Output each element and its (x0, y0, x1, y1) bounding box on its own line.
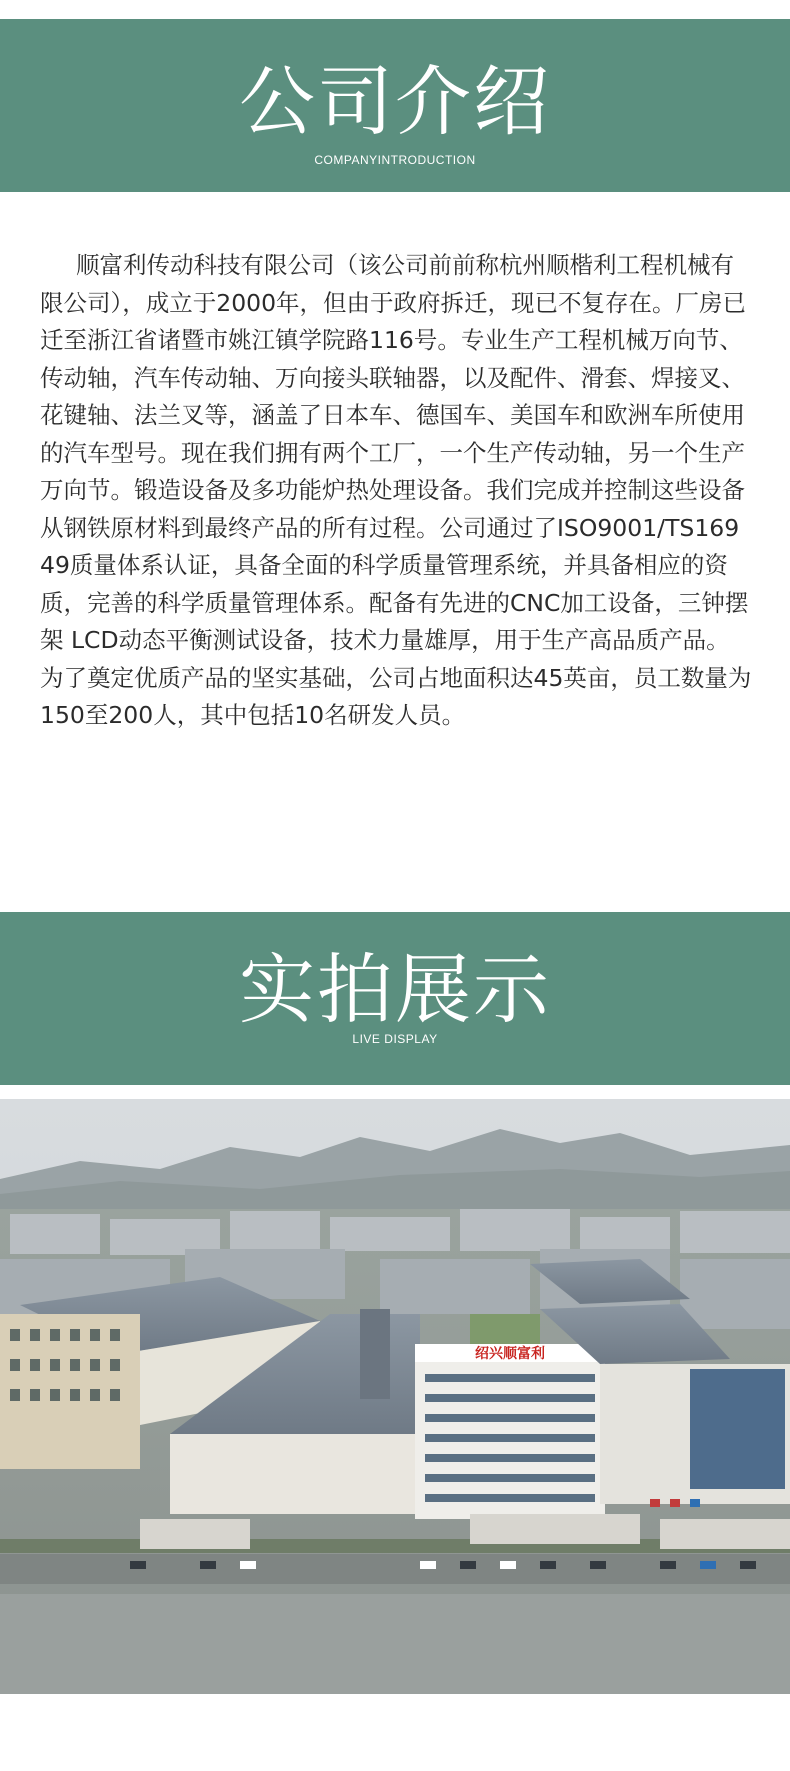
live-display-title: 实拍展示 (239, 945, 551, 1034)
company-intro-banner (0, 19, 790, 192)
company-intro-title: 公司介绍 (239, 57, 551, 146)
company-intro-paragraph: 顺富利传动科技有限公司（该公司前前称杭州顺楷利工程机械有限公司），成立于2000年，但由于政府拆迁，现已不复存在。厂房已迁至浙江省诸暨市姚江镇学院路116号。专业生产工程机械万向节、传动轴，汽车传动轴、万向接头联轴器，以及配件、滑套、焊接叉、花键轴、法兰叉等，涵盖了日本车、德国车、美国车和欧洲车所使用的汽车型号。现在我们拥有两个工厂，一个生产传动轴，另一个生产万向节。锻造设备及多功能炉热处理设备。我们完成并控制这些设备从钢铁原材料到最终产品的所有过程。公司通过了ISO9001/TS16949质量体系认证，具备全面的科学质量管理系统，并具备相应的资质，完善的科学质量管理体系。配备有先进的CNC加工设备，三钟摆架 LCD动态平衡测试设备，技术力量雄厚，用于生产高品质产品。为了奠定优质产品的坚实基础，公司占地面积达45英亩，员工数量为150至200人，其中包括10名研发人员。 (40, 251, 752, 729)
factory-aerial-photo (0, 1099, 790, 1694)
live-display-banner (0, 912, 790, 1085)
factory-sign: 绍兴顺富利 (475, 1346, 545, 1362)
live-display-subtitle: LIVE DISPLAY (352, 1032, 438, 1046)
company-intro-subtitle: COMPANYINTRODUCTION (314, 153, 476, 167)
